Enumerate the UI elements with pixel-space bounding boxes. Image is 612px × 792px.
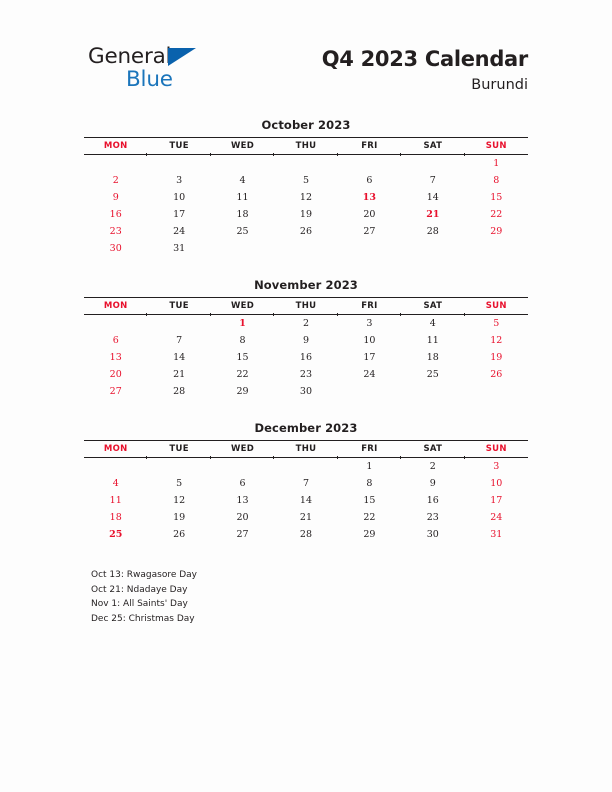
day-cell[interactable]: 21 (299, 512, 313, 523)
week-row (84, 366, 528, 383)
day-cell[interactable]: 6 (239, 478, 246, 489)
month-title: November 2023 (254, 278, 358, 292)
month-title: October 2023 (261, 118, 351, 132)
week-row (84, 349, 528, 366)
day-cell[interactable]: 24 (173, 226, 186, 237)
day-cell-empty (147, 458, 210, 476)
day-cell[interactable]: 28 (173, 386, 186, 397)
week-row (84, 206, 528, 223)
day-cell[interactable]: 11 (109, 495, 122, 506)
day-cell[interactable]: 7 (176, 335, 183, 346)
day-cell[interactable]: 6 (112, 335, 119, 346)
day-cell[interactable]: 18 (426, 352, 439, 363)
month-grid (84, 440, 528, 543)
week-row (84, 332, 528, 349)
weekday-header-fri: FRI (338, 298, 401, 315)
day-cell-empty (274, 155, 337, 173)
day-cell[interactable]: 24 (363, 369, 376, 380)
day-cell[interactable]: 22 (490, 209, 503, 220)
day-cell[interactable]: 25 (236, 226, 249, 237)
title-block (322, 46, 528, 96)
day-cell[interactable]: 28 (299, 529, 313, 540)
day-cell[interactable]: 17 (490, 495, 503, 506)
day-cell[interactable]: 10 (363, 335, 376, 346)
day-cell[interactable]: 9 (112, 192, 119, 203)
week-row (84, 458, 528, 476)
day-cell[interactable]: 9 (302, 335, 309, 346)
day-cell[interactable]: 8 (239, 335, 246, 346)
week-row (84, 383, 528, 400)
weekday-header-sat: SAT (401, 298, 464, 315)
weekday-header-thu: THU (274, 441, 337, 458)
weekday-header-sat: SAT (401, 138, 464, 155)
day-cell[interactable]: 8 (366, 478, 373, 489)
general-blue-logo[interactable] (88, 44, 218, 94)
day-cell[interactable]: 19 (490, 352, 503, 363)
blue-triangle-icon (168, 48, 196, 66)
weekday-header-thu: THU (274, 298, 337, 315)
month-block (84, 421, 528, 543)
day-cell-empty (401, 155, 464, 173)
day-cell[interactable]: 5 (176, 478, 183, 489)
day-cell[interactable]: 27 (236, 529, 249, 540)
day-cell[interactable]: 29 (236, 386, 249, 397)
day-cell[interactable]: 13 (236, 495, 249, 506)
day-cell-empty (465, 240, 528, 257)
week-row (84, 223, 528, 240)
week-row (84, 315, 528, 333)
weekday-header-sun: SUN (465, 138, 528, 155)
day-cell[interactable]: 3 (176, 175, 183, 186)
day-cell-empty (147, 315, 210, 333)
logo-text-blue: Blue (126, 67, 173, 92)
day-cell[interactable]: 17 (173, 209, 186, 220)
month-grid (84, 297, 528, 400)
day-cell[interactable]: 1 (366, 461, 373, 472)
day-cell[interactable]: 2 (302, 318, 309, 329)
day-cell-empty (274, 458, 337, 476)
day-cell[interactable]: 26 (490, 369, 503, 380)
day-cell[interactable]: 26 (173, 529, 186, 540)
day-cell[interactable]: 27 (363, 226, 376, 237)
day-cell[interactable]: 19 (299, 209, 313, 220)
day-cell[interactable]: 11 (426, 335, 439, 346)
weekday-header-mon: MON (84, 441, 147, 458)
holiday-entry: Oct 13: Rwagasore Day (91, 570, 197, 580)
day-cell[interactable]: 1 (493, 158, 500, 169)
day-cell[interactable]: 21 (426, 209, 440, 220)
weekday-header-wed: WED (211, 441, 274, 458)
weekday-header-wed: WED (211, 138, 274, 155)
month-block (84, 118, 528, 257)
day-cell[interactable]: 10 (490, 478, 503, 489)
day-cell[interactable]: 8 (493, 175, 500, 186)
day-cell[interactable]: 18 (236, 209, 249, 220)
weekday-header-fri: FRI (338, 138, 401, 155)
weekday-header-sun: SUN (465, 298, 528, 315)
holiday-legend-list (91, 568, 421, 626)
day-cell[interactable]: 19 (173, 512, 186, 523)
week-row (84, 492, 528, 509)
day-cell[interactable]: 4 (239, 175, 246, 186)
day-cell[interactable]: 13 (362, 192, 377, 203)
day-cell-empty (211, 458, 274, 476)
week-row (84, 189, 528, 206)
day-cell[interactable]: 30 (299, 386, 313, 397)
weekday-header-tue: TUE (147, 298, 210, 315)
day-cell[interactable]: 25 (109, 529, 123, 540)
day-cell[interactable]: 7 (302, 478, 309, 489)
calendar-months (84, 118, 528, 564)
day-cell[interactable]: 12 (490, 335, 503, 346)
day-cell[interactable]: 12 (173, 495, 186, 506)
day-cell[interactable]: 16 (299, 352, 313, 363)
weekday-header-fri: FRI (338, 441, 401, 458)
day-cell[interactable]: 28 (426, 226, 439, 237)
day-cell[interactable]: 29 (363, 529, 376, 540)
day-cell-empty (401, 240, 464, 257)
weekday-header-tue: TUE (147, 138, 210, 155)
day-cell-empty (465, 383, 528, 400)
day-cell-empty (338, 383, 401, 400)
day-cell[interactable]: 5 (302, 175, 309, 186)
day-cell-empty (84, 315, 147, 333)
page-title: Q4 2023 Calendar (321, 47, 528, 71)
day-cell[interactable]: 15 (490, 192, 503, 203)
day-cell[interactable]: 6 (366, 175, 373, 186)
week-row (84, 172, 528, 189)
day-cell-empty (338, 240, 401, 257)
day-cell[interactable]: 14 (426, 192, 439, 203)
day-cell-empty (274, 240, 337, 257)
day-cell[interactable]: 14 (173, 352, 186, 363)
month-block (84, 278, 528, 400)
day-cell[interactable]: 11 (236, 192, 249, 203)
day-cell[interactable]: 9 (429, 478, 436, 489)
weekday-header-row (84, 441, 528, 458)
week-row (84, 526, 528, 543)
day-cell[interactable]: 13 (109, 352, 122, 363)
holiday-entry: Dec 25: Christmas Day (91, 613, 195, 624)
weekday-header-thu: THU (274, 138, 337, 155)
weekday-header-wed: WED (211, 298, 274, 315)
day-cell[interactable]: 20 (109, 369, 122, 380)
day-cell[interactable]: 12 (299, 192, 313, 203)
weekday-header-mon: MON (84, 298, 147, 315)
day-cell[interactable]: 3 (493, 461, 500, 472)
day-cell[interactable]: 4 (429, 318, 436, 329)
page-subtitle-country: Burundi (471, 77, 528, 93)
day-cell[interactable]: 25 (426, 369, 439, 380)
day-cell[interactable]: 15 (363, 495, 376, 506)
day-cell-empty (338, 155, 401, 173)
day-cell[interactable]: 30 (109, 243, 122, 254)
day-cell[interactable]: 14 (299, 495, 313, 506)
day-cell[interactable]: 16 (426, 495, 439, 506)
day-cell[interactable]: 22 (236, 369, 249, 380)
day-cell[interactable]: 16 (109, 209, 122, 220)
day-cell[interactable]: 29 (490, 226, 503, 237)
weekday-header-sun: SUN (465, 441, 528, 458)
day-cell[interactable]: 17 (363, 352, 376, 363)
day-cell[interactable]: 26 (299, 226, 313, 237)
day-cell[interactable]: 2 (429, 461, 436, 472)
page-header (0, 0, 612, 110)
day-cell[interactable]: 27 (109, 386, 122, 397)
week-row (84, 155, 528, 173)
day-cell-empty (84, 155, 147, 173)
day-cell[interactable]: 23 (299, 369, 313, 380)
day-cell[interactable]: 24 (490, 512, 503, 523)
day-cell[interactable]: 31 (490, 529, 503, 540)
day-cell-empty (84, 458, 147, 476)
day-cell[interactable]: 3 (366, 318, 373, 329)
day-cell[interactable]: 22 (363, 512, 376, 523)
week-row (84, 240, 528, 257)
week-row (84, 475, 528, 492)
day-cell[interactable]: 23 (109, 226, 122, 237)
day-cell[interactable]: 30 (426, 529, 439, 540)
day-cell[interactable]: 4 (112, 478, 119, 489)
day-cell-empty (211, 240, 274, 257)
day-cell-empty (401, 383, 464, 400)
logo-text-general: General (88, 44, 172, 69)
day-cell[interactable]: 5 (493, 318, 500, 329)
day-cell-empty (147, 155, 210, 173)
day-cell[interactable]: 18 (109, 512, 122, 523)
day-cell-empty (211, 155, 274, 173)
month-grid (84, 137, 528, 257)
day-cell[interactable]: 10 (173, 192, 186, 203)
day-cell[interactable]: 7 (429, 175, 436, 186)
weekday-header-mon: MON (84, 138, 147, 155)
weekday-header-row (84, 298, 528, 315)
holiday-entry: Oct 21: Ndadaye Day (91, 584, 188, 595)
day-cell[interactable]: 31 (173, 243, 186, 254)
weekday-header-tue: TUE (147, 441, 210, 458)
day-cell[interactable]: 1 (239, 318, 246, 329)
day-cell[interactable]: 20 (363, 209, 376, 220)
weekday-header-sat: SAT (401, 441, 464, 458)
holiday-entry: Nov 1: All Saints' Day (91, 599, 188, 609)
day-cell[interactable]: 15 (236, 352, 249, 363)
day-cell[interactable]: 21 (173, 369, 186, 380)
day-cell[interactable]: 23 (426, 512, 439, 523)
day-cell[interactable]: 2 (112, 175, 119, 186)
month-title: December 2023 (254, 421, 358, 435)
week-row (84, 509, 528, 526)
weekday-header-row (84, 138, 528, 155)
day-cell[interactable]: 20 (236, 512, 249, 523)
